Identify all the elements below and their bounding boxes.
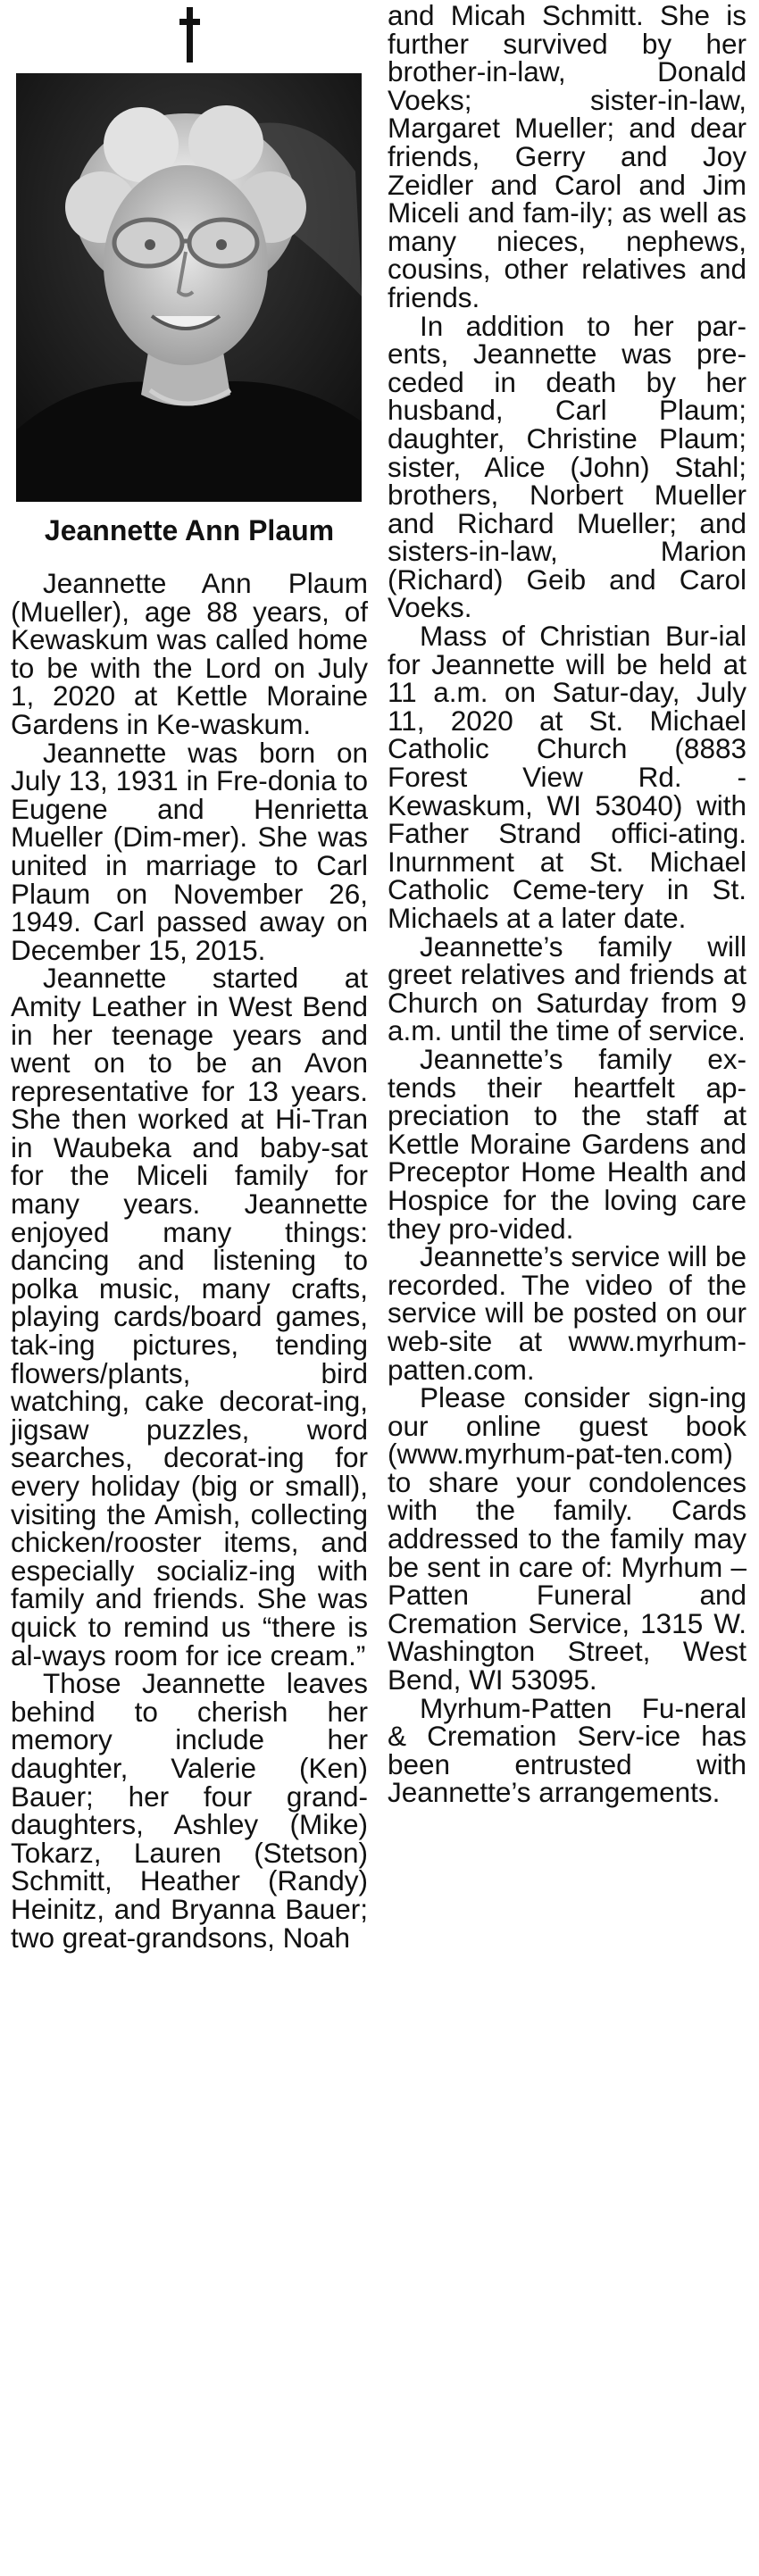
obituary-paragraph: Please consider sign-ing our online guest book (www.myrhum-pat-ten.com) to share your condolences with the family. Cards addressed to the family may be sent in care of: Myrhum – Patten Funeral and Cremation Service, 1315 W. Washington Street, West Bend, WI 53095. (388, 1381, 746, 1696)
obituary-paragraph: Those Jeannette leaves behind to cherish her memory include her daughter, Valerie (Ken) Bauer; her four grand-daughters, Ashley (Mike) Tokarz, Lauren (Stetson) Schmitt, Heather (Randy) Heinitz, and Bryanna Bauer; two great-grandsons, Noah (11, 1667, 368, 1954)
obituary-paragraph: Jeannette started at Amity Leather in West Bend in her teenage years and went on to be an Avon representative for 13 years. She then worked at Hi-Tran in Waubeka and baby-sat for the Miceli family for many years. Jeannette enjoyed many things: dancing and listening to polka music, many crafts, playing cards/board games, tak-ing pictures, tending flowers/plants, bird watching, cake decorat-ing, jigsaw puzzles, word searches, decorat-ing for every holiday (big or small), visiting the Amish, collecting chicken/rooster items, and especially socializ-ing with family and friends. She was quick to remind us “there is al-ways room for ice cream.” (11, 962, 368, 1671)
obituary-paragraph: and Micah Schmitt. She is further survived by her brother-in-law, Donald Voeks; sister-in-law, Margaret Mueller; and dear friends, Gerry and Joy Zeidler and Carol and Jim Miceli and fam-ily; as well as many nieces, nephews, cousins, other relatives and friends. (388, 0, 746, 313)
obituary-paragraph: Jeannette’s family ex-tends their heartfelt ap-preciation to the staff at Kettle Moraine Gardens and Preceptor Home Health and Hospice for the loving care they pro-vided. (388, 1042, 746, 1245)
obituary-paragraph: Mass of Christian Bur-ial for Jeannette will be held at 11 a.m. on Satur-day, July 11, 2020 at St. Michael Catholic Church (8883 Forest View Rd. - Kewaskum, WI 53040) with Father Strand offici-ating. Inurnment at St. Michael Catholic Ceme-tery in St. Michaels at a later date. (388, 620, 746, 934)
portrait-photo (16, 73, 362, 502)
obituary-paragraph: Jeannette’s service will be recorded. The video of the service will be posted on our web-site at www.myrhum-patten.com. (388, 1240, 746, 1386)
obituary-paragraph: Myrhum-Patten Fu-neral & Cremation Serv-ice has been entrusted with Jeannette’s arrangements. (388, 1691, 746, 1809)
obituary-paragraph: Jeannette’s family will greet relatives and friends at Church on Saturday from 9 a.m. until the time of service. (388, 930, 746, 1047)
obituary-right-column (388, 2, 746, 1807)
latin-cross-icon (179, 7, 199, 64)
obituary-paragraph: Jeannette Ann Plaum (Mueller), age 88 years, of Kewaskum was called home to be with the Lord on July 1, 2020 at Kettle Moraine Gardens in Ke-waskum. (11, 567, 368, 740)
obituary-paragraph: Jeannette was born on July 13, 1931 in Fre-donia to Eugene and Henrietta Mueller (Dim-mer). She was united in marriage to Carl Plaum on November 26, 1949. Carl passed away on December 15, 2015. (11, 736, 368, 966)
obituary-left-column (11, 0, 368, 1952)
obituary-paragraph: In addition to her par-ents, Jeannette was pre-ceded in death by her husband, Carl Plaum; daughter, Christine Plaum; sister, Alice (John) Stahl; brothers, Norbert Mueller and Richard Mueller; and sisters-in-law, Marion (Richard) Geib and Carol Voeks. (388, 309, 746, 624)
decedent-name: Jeannette Ann Plaum (44, 514, 335, 546)
